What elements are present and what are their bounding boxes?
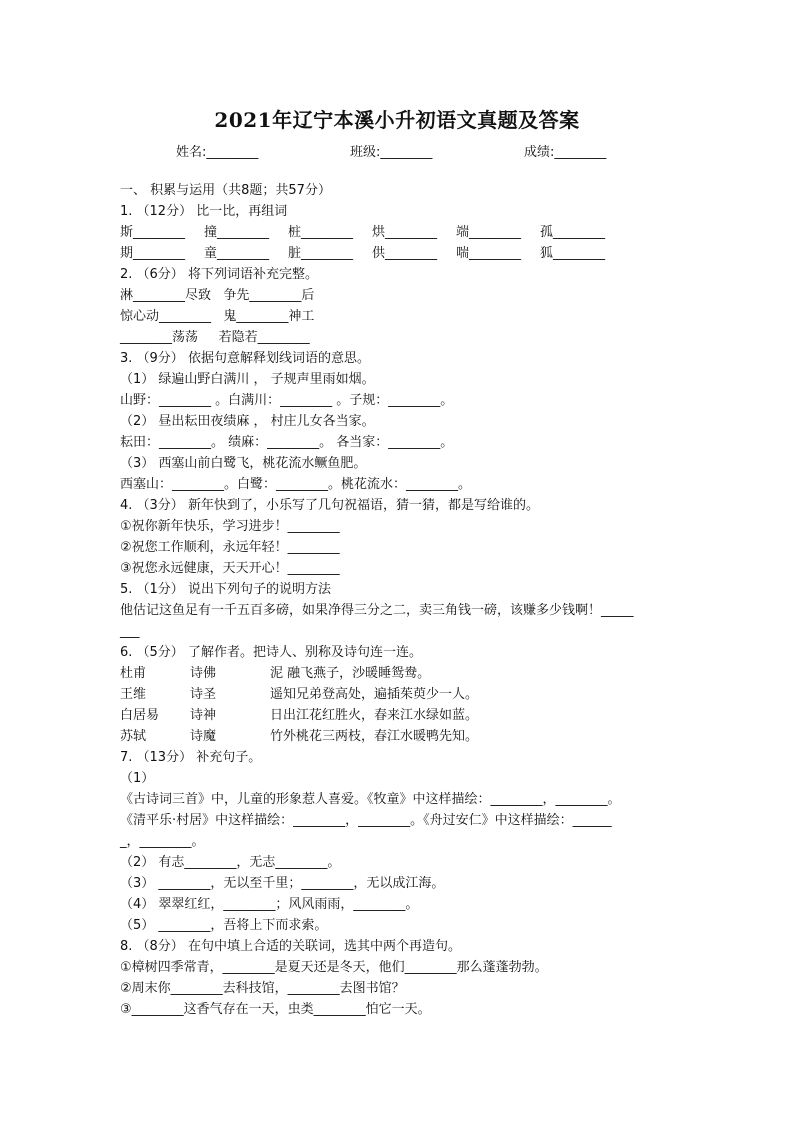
question-4-stem: 4. （3分） 新年快到了，小乐写了几句祝福语，猜一猜，都是写给谁的。: [120, 498, 539, 513]
question-2-line: 淋________尽致 争先________后: [120, 288, 315, 303]
question-5-line: 他估记这鱼足有一千五百多磅，如果净得三分之二，卖三角钱一磅，该赚多少钱啊！_____: [120, 603, 634, 618]
question-2-line: 惊心动________ 鬼________神工: [120, 309, 315, 324]
word-blank: 供________: [372, 246, 438, 261]
poet-row: [120, 726, 680, 747]
poet-name: 杜甫: [120, 666, 147, 681]
class-field: 班级:________: [350, 145, 433, 160]
question-4-line: ③祝您永远健康，天天开心！________: [120, 561, 340, 576]
word-blank: 端________: [456, 225, 522, 240]
question-3-stem: 3. （9分） 依据句意解释划线词语的意思。: [120, 351, 370, 366]
word-blank: 狐________: [540, 246, 606, 261]
question-5-stem: 5. （1分） 说出下列句子的说明方法: [120, 582, 331, 597]
poet-alias: 诗圣: [190, 687, 217, 702]
word-blank: 斯________: [120, 225, 186, 240]
question-7-line: （3） ________，无以至千里；________，无以成江海。: [120, 876, 445, 891]
poet-alias: 诗佛: [190, 666, 217, 681]
name-field: 姓名:________: [176, 145, 259, 160]
word-blank: 童________: [204, 246, 270, 261]
word-blank: 脏________: [288, 246, 354, 261]
question-1-stem: 1. （12分） 比一比，再组词: [120, 204, 288, 219]
poem-line: 日出江花红胜火，春来江水绿如蓝。: [270, 708, 479, 723]
word-blank: 喘________: [456, 246, 522, 261]
question-2-line: ________荡荡 若隐若________: [120, 330, 310, 345]
question-1-row-2: [120, 243, 680, 264]
question-7-stem: 7. （13分） 补充句子。: [120, 750, 262, 765]
poet-alias: 诗神: [190, 708, 217, 723]
question-3-line: 山野：________ 。白满川：________ 。子规：________。: [120, 393, 454, 408]
question-7-line: 《古诗词三首》中，儿童的形象惹人喜爱。《牧童》中这样描绘：________，________。: [120, 792, 621, 807]
question-1-row-1: [120, 222, 680, 243]
word-blank: 孤________: [540, 225, 606, 240]
poem-line: 遥知兄弟登高处，遍插茱萸少一人。: [270, 687, 479, 702]
question-3-line: 西塞山：________。白鹭：________。桃花流水：________。: [120, 477, 472, 492]
question-7-line: （5） ________，吾将上下而求索。: [120, 918, 328, 933]
section-heading: 一、 积累与运用（共8题；共57分）: [120, 183, 331, 198]
poet-row: [120, 663, 680, 684]
score-field: 成绩:________: [524, 145, 607, 160]
word-blank: 烘________: [372, 225, 438, 240]
question-3-line: 耘田：________。 绩麻：________。 各当家：________。: [120, 435, 454, 450]
word-blank: 期________: [120, 246, 186, 261]
question-8-line: ①樟树四季常青，________是夏天还是冬天，他们________那么蓬蓬勃勃。: [120, 960, 548, 975]
poem-line: 竹外桃花三两枝，春江水暖鸭先知。: [270, 729, 479, 744]
question-4-line: ②祝您工作顺利，永远年轻！________: [120, 540, 340, 555]
question-7-line: （1）: [120, 771, 155, 786]
question-8-line: ②周末你________去科技馆，________去图书馆？: [120, 981, 405, 996]
question-4-line: ①祝你新年快乐，学习进步！________: [120, 519, 340, 534]
question-8-stem: 8. （8分） 在句中填上合适的关联词，选其中两个再造句。: [120, 939, 461, 954]
question-7-line: （4） 翠翠红红，________；风风雨雨，________。: [120, 897, 419, 912]
poet-name: 白居易: [120, 708, 160, 723]
student-info: [0, 141, 794, 161]
poet-name: 王维: [120, 687, 147, 702]
page-title: 2021年辽宁本溪小升初语文真题及答案: [214, 108, 580, 132]
poet-row: [120, 705, 680, 726]
section-1: [120, 180, 680, 1020]
question-8-line: ③________这香气存在一天，虫类________怕它一天。: [120, 1002, 431, 1017]
question-7-line: （2） 有志________，无志________。: [120, 855, 341, 870]
question-7-line: 《清平乐·村居》中这样描绘：________，________。《舟过安仁》中这样描绘：______: [120, 813, 612, 828]
question-3-line: （3） 西塞山前白鹭飞，桃花流水鳜鱼肥。: [120, 456, 367, 471]
poet-row: [120, 684, 680, 705]
poet-alias: 诗魔: [190, 729, 217, 744]
poet-name: 苏轼: [120, 729, 147, 744]
question-2-stem: 2. （6分） 将下列词语补充完整。: [120, 267, 318, 282]
question-3-line: （2） 昼出耘田夜绩麻 ， 村庄儿女各当家。: [120, 414, 375, 429]
question-3-line: （1） 绿遍山野白满川 ， 子规声里雨如烟。: [120, 372, 375, 387]
question-6-stem: 6. （5分） 了解作者。把诗人、别称及诗句连一连。: [120, 645, 422, 660]
word-blank: 桩________: [288, 225, 354, 240]
question-7-line: _，________。: [120, 834, 205, 849]
word-blank: 撞________: [204, 225, 270, 240]
question-5-line: ___: [120, 624, 140, 639]
poem-line: 泥 融飞燕子，沙暖睡鸳鸯。: [270, 666, 431, 681]
